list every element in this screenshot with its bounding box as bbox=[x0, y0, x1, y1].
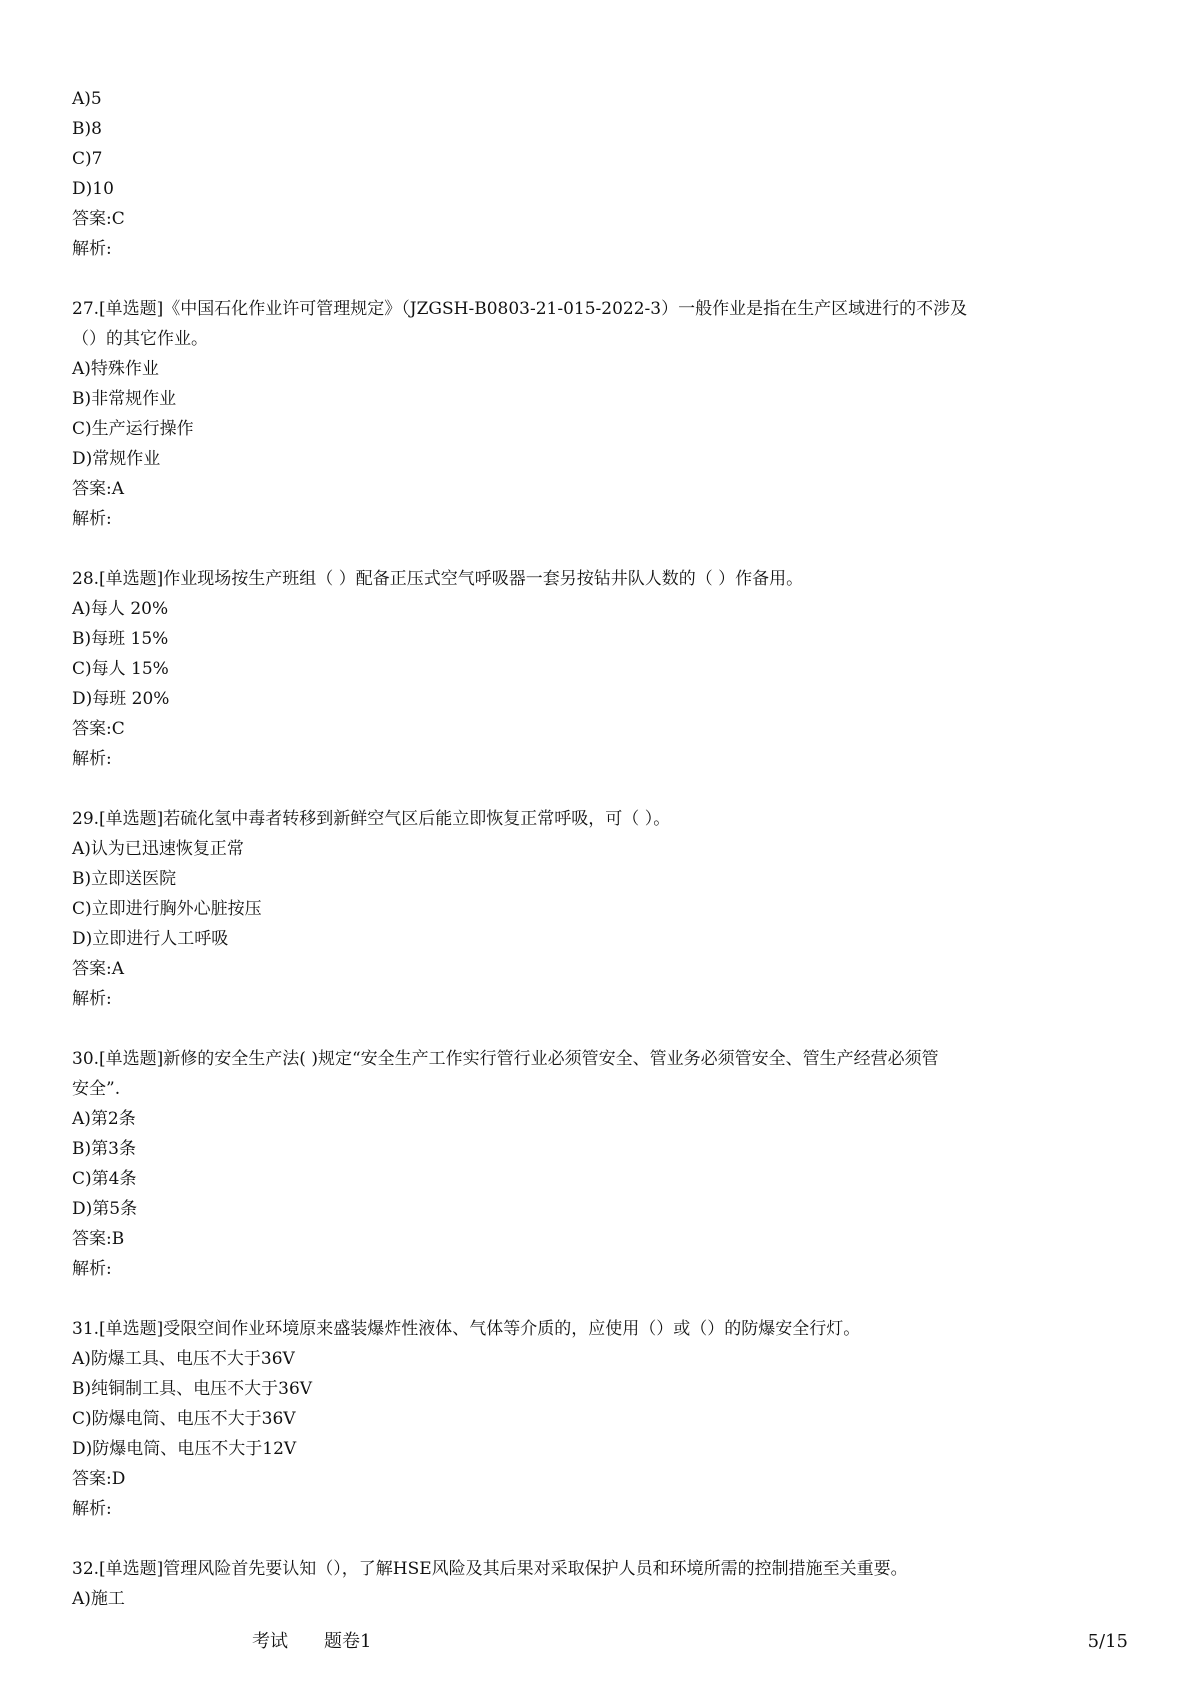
question-stem: 28.[单选题]作业现场按生产班组（ ）配备正压式空气呼吸器一套另按钻井队人数的（ ）作备用。 bbox=[72, 569, 804, 589]
question-stem: 30.[单选题]新修的安全生产法( )规定“安全生产工作实行管行业必须管安全、管业务必须管安全、管生产经营必须管 bbox=[72, 1049, 939, 1069]
analysis-line: 解析: bbox=[72, 989, 112, 1009]
question-28 bbox=[72, 564, 1122, 774]
option-d: D)常规作业 bbox=[72, 449, 161, 469]
option-d: D)第5条 bbox=[72, 1199, 138, 1219]
answer-line: 答案:A bbox=[72, 479, 125, 499]
analysis-line: 解析: bbox=[72, 509, 112, 529]
question-stem-continued: （）的其它作业。 bbox=[72, 329, 208, 349]
analysis-line: 解析: bbox=[72, 239, 112, 259]
option-c: C)第4条 bbox=[72, 1169, 137, 1189]
option-d: D)10 bbox=[72, 179, 114, 199]
question-stem: 31.[单选题]受限空间作业环境原来盛装爆炸性液体、气体等介质的，应使用（）或（）的防爆安全行灯。 bbox=[72, 1319, 861, 1339]
option-c: C)防爆电筒、电压不大于36V bbox=[72, 1409, 296, 1429]
option-b: B)非常规作业 bbox=[72, 389, 177, 409]
analysis-line: 解析: bbox=[72, 1499, 112, 1519]
option-d: D)每班 20% bbox=[72, 689, 170, 709]
answer-line: 答案:B bbox=[72, 1229, 125, 1249]
option-a: A)施工 bbox=[72, 1589, 125, 1609]
option-b: B)第3条 bbox=[72, 1139, 136, 1159]
analysis-line: 解析: bbox=[72, 1259, 112, 1279]
document-body bbox=[72, 84, 1122, 1614]
answer-line: 答案:A bbox=[72, 959, 125, 979]
option-c: C)生产运行操作 bbox=[72, 419, 194, 439]
question-30 bbox=[72, 1044, 1122, 1284]
question-26-continued bbox=[72, 84, 1122, 264]
option-a: A)认为已迅速恢复正常 bbox=[72, 839, 244, 859]
option-b: B)8 bbox=[72, 119, 102, 139]
option-b: B)纯铜制工具、电压不大于36V bbox=[72, 1379, 313, 1399]
option-c: C)立即进行胸外心脏按压 bbox=[72, 899, 262, 919]
answer-line: 答案:C bbox=[72, 719, 125, 739]
question-stem: 27.[单选题]《中国石化作业许可管理规定》（JZGSH-B0803-21-015-2022-3）一般作业是指在生产区域进行的不涉及 bbox=[72, 299, 968, 319]
answer-line: 答案:D bbox=[72, 1469, 126, 1489]
question-stem: 32.[单选题]管理风险首先要认知（），了解HSE风险及其后果对采取保护人员和环境所需的控制措施至关重要。 bbox=[72, 1559, 908, 1579]
option-a: A)每人 20% bbox=[72, 599, 169, 619]
exam-label: 考试 bbox=[252, 1631, 288, 1652]
option-d: D)立即进行人工呼吸 bbox=[72, 929, 229, 949]
option-c: C)7 bbox=[72, 149, 103, 169]
question-stem-continued: 安全”. bbox=[72, 1079, 121, 1099]
question-27 bbox=[72, 294, 1122, 534]
answer-line: 答案:C bbox=[72, 209, 125, 229]
page-footer-label bbox=[252, 1630, 371, 1654]
option-d: D)防爆电筒、电压不大于12V bbox=[72, 1439, 297, 1459]
option-b: B)每班 15% bbox=[72, 629, 169, 649]
page-number: 5/15 bbox=[1087, 1631, 1128, 1652]
question-32 bbox=[72, 1554, 1122, 1614]
question-31 bbox=[72, 1314, 1122, 1524]
option-a: A)5 bbox=[72, 89, 102, 109]
paper-label: 题卷1 bbox=[324, 1631, 372, 1652]
option-a: A)防爆工具、电压不大于36V bbox=[72, 1349, 295, 1369]
option-a: A)第2条 bbox=[72, 1109, 136, 1129]
question-29 bbox=[72, 804, 1122, 1014]
option-c: C)每人 15% bbox=[72, 659, 169, 679]
option-b: B)立即送医院 bbox=[72, 869, 177, 889]
option-a: A)特殊作业 bbox=[72, 359, 159, 379]
question-stem: 29.[单选题]若硫化氢中毒者转移到新鲜空气区后能立即恢复正常呼吸，可（ ）。 bbox=[72, 809, 671, 829]
analysis-line: 解析: bbox=[72, 749, 112, 769]
